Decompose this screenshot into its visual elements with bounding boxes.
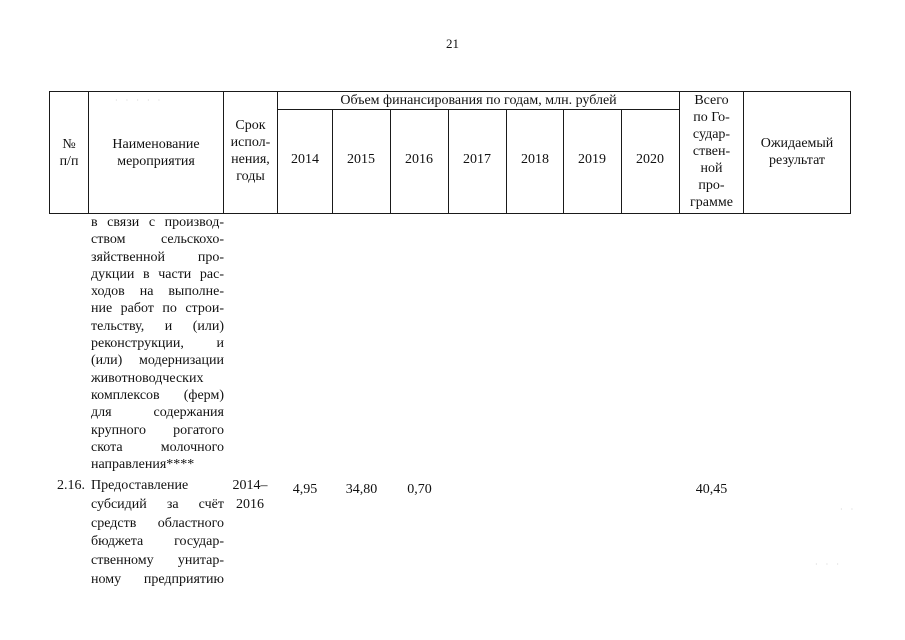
header-total: Всего по Го- судар- ствен- ной про- грамме <box>690 93 733 210</box>
header-year-2018: 2018 <box>521 152 549 167</box>
text-line: ственному унитар- <box>91 553 224 569</box>
text-line: реконструкции, и <box>91 336 224 352</box>
text-line: Предоставление <box>91 478 189 493</box>
row-number: 2.16. <box>57 478 85 493</box>
scan-noise: · · · <box>815 560 842 569</box>
header-name: Наименование мероприятия <box>112 137 200 169</box>
header-funding-group: Объем финансирования по годам, млн. рублей <box>340 93 617 108</box>
text-line: субсидий за счёт <box>91 496 224 512</box>
header-year-2015: 2015 <box>347 152 375 167</box>
scan-noise: · · <box>840 505 857 514</box>
text-line: для содержания <box>91 405 224 421</box>
row-description <box>91 477 224 590</box>
text-line: средств областного <box>91 515 224 531</box>
header-term: Срок испол- нения, годы <box>230 118 271 184</box>
text-line: скота молочного <box>91 439 224 455</box>
header-year-2016: 2016 <box>405 152 433 167</box>
row-value-2015: 34,80 <box>345 482 378 497</box>
header-number: № п/п <box>59 137 79 169</box>
continued-description <box>91 214 224 473</box>
text-line: крупного рогатого <box>91 422 224 438</box>
text-line: (или) модернизации <box>91 353 224 369</box>
text-line: комплексов (ферм) <box>91 387 224 403</box>
header-result: Ожидаемый результат <box>760 136 834 168</box>
header-year-2014: 2014 <box>291 152 319 167</box>
text-line: ходов на выполне- <box>91 284 224 300</box>
header-year-2017: 2017 <box>463 152 491 167</box>
header-year-2020: 2020 <box>636 152 664 167</box>
text-line: направления**** <box>91 457 195 473</box>
text-line: ством сельскохо- <box>91 232 224 248</box>
text-line: ние работ по строи- <box>91 301 224 317</box>
text-line: в связи с производ- <box>91 215 224 230</box>
row-value-total: 40,45 <box>695 482 728 497</box>
text-line: бюджета государ- <box>91 534 224 550</box>
row-value-2014: 4,95 <box>292 482 318 497</box>
row-term: 2014– 2016 <box>232 478 268 512</box>
scan-noise: · · · · · <box>115 96 164 105</box>
text-line: животноводческих <box>91 370 204 386</box>
text-line: дукции в части рас- <box>91 266 224 282</box>
text-line: зяйственной про- <box>91 249 224 265</box>
row-value-2016: 0,70 <box>407 482 432 497</box>
page-number: 21 <box>446 36 459 51</box>
header-year-2019: 2019 <box>578 152 606 167</box>
text-line: тельству, и (или) <box>91 318 224 334</box>
text-line: ному предприятию <box>91 571 224 587</box>
